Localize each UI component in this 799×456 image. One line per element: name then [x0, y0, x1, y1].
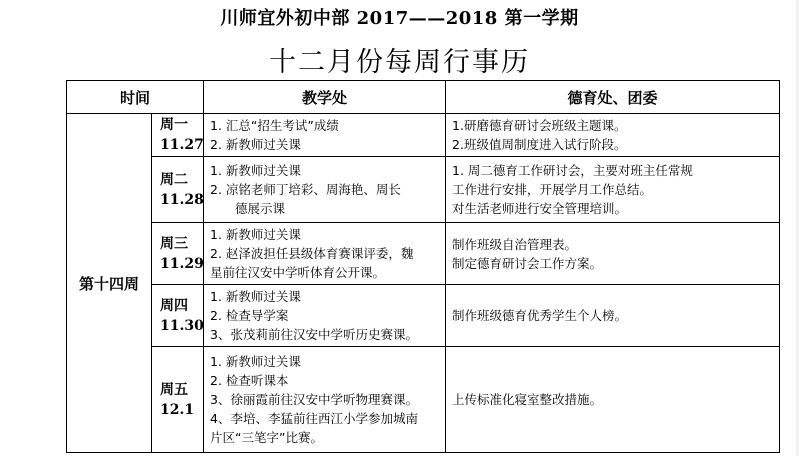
table-header-row [67, 81, 780, 114]
day-name: 周三 [160, 235, 188, 252]
table-row [67, 285, 780, 347]
moral-item: 1. 周二德育工作研讨会，主要对班主任常规 [452, 163, 693, 178]
header-time: 时间 [67, 81, 204, 114]
moral-cell [446, 347, 780, 453]
day-name: 周四 [160, 297, 188, 314]
teaching-item: 4、李培、李猛前往西江小学参加城南 [210, 411, 418, 426]
moral-item: 2.班级值周制度进入试行阶段。 [452, 137, 627, 152]
header-teaching: 教学处 [204, 81, 446, 114]
day-name: 周二 [160, 171, 188, 188]
teaching-item: 2. 赵泽波担任县级体育赛课评委，魏 [210, 246, 414, 261]
table-row [67, 223, 780, 285]
day-date: 11.27 [160, 137, 204, 153]
teaching-item: 2. 凉铭老师丁培彩、周海艳、周长 [210, 182, 401, 197]
teaching-item: 3、徐丽霞前往汉安中学听物理赛课。 [210, 392, 418, 407]
day-date: 11.30 [160, 317, 204, 334]
moral-item: 制定德育研讨会工作方案。 [452, 255, 603, 271]
teaching-item: 片区“三笔字”比赛。 [210, 430, 323, 445]
teaching-item: 1. 新教师过关课 [210, 354, 301, 369]
teaching-cell [204, 114, 446, 157]
teaching-item: 1. 新教师过关课 [210, 289, 301, 304]
teaching-item: 1. 新教师过关课 [210, 227, 301, 242]
teaching-item: 2. 新教师过关课 [210, 137, 301, 152]
moral-item: 上传标准化寝室整改措施。 [452, 392, 603, 407]
day-cell [152, 285, 204, 347]
moral-cell [446, 223, 780, 285]
day-name: 周一 [160, 117, 188, 133]
teaching-cell [204, 285, 446, 347]
teaching-item: 2. 检查听课本 [210, 373, 289, 388]
day-name: 周五 [160, 381, 188, 398]
teaching-item: 2. 检查导学案 [210, 308, 289, 323]
day-date: 11.28 [160, 191, 204, 208]
day-cell [152, 347, 204, 453]
moral-item: 制作班级德育优秀学生个人榜。 [452, 308, 628, 323]
teaching-item: 1. 新教师过关课 [210, 163, 301, 178]
moral-item: 对生活老师进行安全管理培训。 [452, 201, 628, 216]
document-title: 十二月份每周行事历 [269, 47, 530, 78]
day-cell [152, 223, 204, 285]
moral-cell [446, 114, 780, 157]
weekly-schedule-table [66, 80, 780, 453]
teaching-cell [204, 347, 446, 453]
day-cell [152, 157, 204, 223]
day-date: 11.29 [160, 255, 204, 272]
teaching-cell [204, 223, 446, 285]
table-row [67, 157, 780, 223]
teaching-item: 3、张茂莉前往汉安中学听历史赛课。 [210, 327, 418, 342]
header-moral: 德育处、团委 [446, 81, 780, 114]
document-subtitle: 川师宜外初中部 2017——2018 第一学期 [220, 8, 579, 29]
moral-item: 制作班级自治管理表。 [452, 236, 578, 252]
teaching-item: 1. 汇总“招生考试”成绩 [210, 118, 339, 133]
table-row [67, 347, 780, 453]
moral-item: 工作进行安排，开展学月工作总结。 [452, 182, 653, 197]
table-row [67, 114, 780, 157]
day-cell [152, 114, 204, 157]
teaching-item: 星前往汉安中学听体育公开课。 [210, 265, 386, 280]
teaching-item: 德展示课 [235, 201, 286, 216]
day-date: 12.1 [160, 401, 195, 418]
moral-cell [446, 157, 780, 223]
week-label: 第十四周 [67, 114, 152, 453]
teaching-cell [204, 157, 446, 223]
moral-cell [446, 285, 780, 347]
moral-item: 1.研磨德育研讨会班级主题课。 [452, 118, 627, 133]
